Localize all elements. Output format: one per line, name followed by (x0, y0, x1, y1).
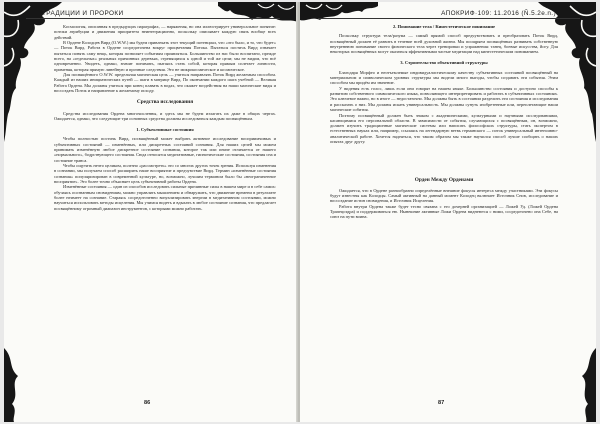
right-page (300, 2, 596, 422)
subsection-heading: 1. Субъективные состояния (136, 127, 194, 133)
section-heading: Средства исследования (136, 99, 194, 106)
running-header: ТРАДИЦИИ И ПРОРОКИ (42, 10, 124, 17)
page-body-text (330, 24, 558, 220)
section-heading: Орден Между Орденами (414, 176, 474, 183)
paragraph: Поэтому посвящённый должен быть знаком с академическими, культурными и научными исследованиями, касающимися его персональной области. В зависимости от события, случающихся с посвящённым, он, возможно, должен изучить традиционные магические системы или написать философских структуры, стать экспертом в естественных науках или, например, ссылаясь на легендарную ветвь германского — поток универсальный интенсивно-аналитической работе. Хочется надеяться, что таким образом мы также научился способ лучше сообщать о наших опытах друг другу. (330, 112, 558, 145)
paragraph: Работа внутри Ордена также будет тесно связана с его дочерней организацией — Ложей Уд. (Ложей Ордена Трапецоэдра) и поддерживаться ею. Нынешние активные Ложи Ордена виднеются с ними, сосредоточено она Себе, на союз на пути воина. (330, 203, 558, 220)
paragraph: Космология, описанная в предыдущих параграфах, — наряженая, но она иллюстрирует универсальное понятие: потоки атрибуции и движения приоритета неинтеграционно, поскольку описывает каждую связь вообще всех действий. (54, 24, 276, 40)
page-number: 87 (438, 400, 445, 406)
left-page (4, 2, 298, 422)
right-inner-ornament (300, 2, 378, 24)
paragraph: Изменённые состояния — один из способов исследовать сильные причинные силы в нашем мире и в себе самих: обучаясь осознанным сновидениям, можно управлять мышлением и обнаружить, что движение времени в результате более неимеет на сознание. Стараясь сосредоточенно визуализировать энергии в медитативном состоянии, можно научиться использовать методы исцеления. Мы учимся видеть и вдыхать в любое состояние сознания, что предлагает посвящённому огромный диапазон инструментов, с которыми можно работать. (54, 184, 276, 211)
right-bottom-ornament (574, 348, 596, 422)
subsection-heading: 2. Понимание тела / Кинестетическое понимание (392, 24, 496, 29)
section-spacer (330, 145, 558, 171)
paragraph: Благодаря Морфео и неотъемлемые индивидуалистическому качеству субъективных состояний посвящённый на материальном и символическом уровнях структуры мы видели много выгоды, чтобы создавать эти события. Этим способом мы придём им значение. (330, 69, 558, 86)
page-body-text (54, 24, 276, 211)
header-rule (318, 18, 580, 19)
paragraph: Чтобы ощутить нечто целиком, полезно «рассмотреть» это со многих других точек зрения. Используя изменения в сознании, мы получаем способ расширить наше восприятие и предчувствие Вирд. Термин «изменённые состояния сознания» популяризирован в современной культуре, но, возможно, лучшим термином было бы «неограниченное восприятие». Это более точно объясняет цель субъективной работы Ордена. (54, 163, 276, 184)
paragraph: Средства исследования Ордена многочисленны, и здесь мы не будем излагать их даже в общих чертах. Ожидается, однако, что следующие три основных средства должны исследоваться каждым посвящённым. (54, 110, 276, 121)
subsection-heading: 3. Строительство объективной структуры (400, 60, 488, 66)
paragraph: Поскольку структура тела/разума — самый прямой способ предчувствовать и преобразовать Поток Вирд, посвящённый должен её развить в течение всей духовной жизни. Мы поощряем посвящённых развивать собственную внутреннюю понимание своего физического тела через тренировки и упражнения: танец, боевые искусства, йогу. Для некоторых посвящённых могут оказаться эффективными частые медитации над кинестетическим пониманием. (330, 33, 558, 55)
left-bottom-ornament (4, 348, 26, 422)
running-header: АПОКРИФ·109: 11.2016 (Ñ.5.2e.n.) (441, 10, 556, 17)
left-inner-ornament (218, 2, 298, 24)
header-rule (26, 18, 280, 19)
paragraph: Чтобы полностью постичь Вирд, посвящённый может выбрать активное исследование восприимчивых и субъективных состояний — изменённых, или дискретных состояний сознания. Для наших целей мы можем принимать изменённую любое дискретное состояние сознания, которое так или иначе отличается от нашего «нормального», бодрствующего состояния. Сюда относятся медитативные, гипнотические состояния, состояния сна и состояние транса. (54, 136, 276, 163)
paragraph: В Ордене Колодцев Вирд (O.W.W.) мы будем привлекать этот текущий потенциал, что «это было, и то, что будет» — Поток Вирд. Работа в Ордене сосредоточена вокруг процветания Потока. Пытаться постичь Вирд означает пытаться понять саму вещь, которая позволяет событиям проявляться. Большинство из нас было воспитано, прежде всего, на «отдельных» реальных причинных деревьях, стремящихся к одной и той же цели; мы не видим, что всё одновременно. Увидеть, однако, значит понимать, пытаясь стать собой, которая прямым сплетает личности, применяя, которая прямую линейную и прочные следствия. Это не микрокосмическое и космическое. (54, 40, 276, 72)
paragraph: Ожидается, что в Ордене разнообразно определённые внешние фокусы интереса между участниками. Эти фокусы будут известны как Колодцы. Самый активный на данный момент Колодец включает Источник Снов, исследование и воссоздание истин сновидения, и Источник Исцеления. (330, 187, 558, 204)
page-number: 86 (144, 400, 151, 406)
paragraph: У видения есть голос, лишь если они говорят на нашем языке. Большинство состояния и доступно способы к развитию собственного символического языка, позволяющего интерпретировать и работать в субъективных состояниях. Это ключевое важно, но в итоге — недостаточно. Мы должны быть в состоянии разделить эти состояния и исследования и рассказать о них. Мы должны искать универсальность. Мы должны сунуть изобретенные или, переплетающие наши магические собития. (330, 85, 558, 113)
paragraph: Для посвящённого O.W.W. предельная магическая цель — учиться направлять Поток Вирд желаемым способом. Каждый из наших инициатических путей — шаги в матрице Вирд. По окончании каждого шага учебной — Великая Работа Ордена. Мы должны учиться при конец плавать в водах, что окажет воздействия на наши магические виды и воссоздать Поток и направление к желаемому исходу. (54, 72, 276, 93)
